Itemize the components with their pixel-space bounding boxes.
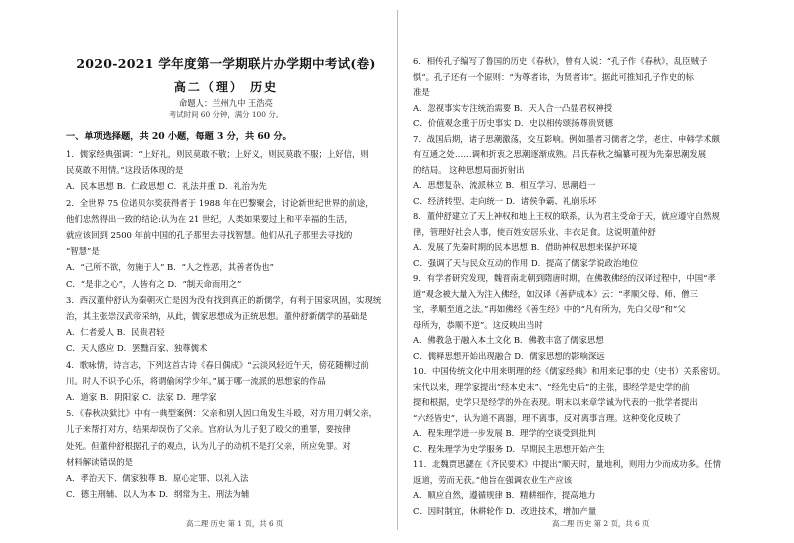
question-line: 8．董仲舒建立了天上神权和地上王权的联系，认为君主受命于天，就应遵守自然规	[413, 211, 720, 221]
question-line: A．程朱理学进一步发展 B．理学的空谈受到批判	[413, 428, 596, 438]
subject-title: 高二（理） 历史	[173, 80, 279, 94]
question-line: A．忽视事实专注统治需要 B．天人合一凸显君权神授	[413, 102, 613, 113]
question-line: 川。时人不识予心乐，将谓偷闲学少年。”属于哪一流派的思想家的作品	[66, 375, 326, 386]
question-line: C．天人感应 D．罢黜百家、独尊儒术	[66, 343, 208, 354]
question-line: 母所为，恭顺不逆”。这反映出当时	[413, 319, 543, 330]
question-line: A．道家 B．阴阳家 C．法家 D．理学家	[66, 392, 217, 402]
question-line: 2．全世界 75 位诺贝尔奖获得者于 1988 年在巴黎聚会，讨论新世纪世界的前途，	[66, 197, 374, 208]
question-line: A．顺应自然，遵循规律 B．精耕细作，提高地力	[413, 490, 596, 500]
question-line: A．孝治天下、儒家独尊 B．原心定罪、以礼入法	[66, 473, 249, 483]
footer-right: 高二理 历史 第 2 页，共 6 页	[552, 519, 650, 528]
exam-title: 2020-2021 学年度第一学期联片办学期中考试(卷)	[76, 56, 376, 71]
question-line: 宝，孝顺至道之法。”再如佛经《善生经》中的“凡有所为，先白父母”和“父	[413, 304, 686, 314]
question-line: 10．中国传统文化中用来明理的经《儒家经典》和用来记事的史（史书）关系密切。	[413, 366, 726, 376]
question-line: “智慧”是	[66, 246, 100, 257]
section-heading: 一、单项选择题，共 20 小题，每题 3 分，共 60 分。	[66, 131, 292, 142]
question-line: 准是	[413, 87, 430, 97]
question-line: A．发展了先秦时期的民本思想 B．借助神权思想来保护环境	[413, 242, 638, 252]
question-line: 3．西汉董仲舒认为秦朝灭亡是因为没有找到真正的新儒学，有利于国家巩固，实现统	[66, 294, 382, 305]
page-divider	[397, 10, 398, 530]
question-line: A．“己所不欲，勿施于人” B．“人之性恶，其善者伪也”	[66, 262, 274, 273]
question-line: 处死。但董仲舒根据孔子的观点，认为儿子的动机不是打父亲，所应免罪。对	[66, 440, 351, 451]
author-line: 命题人：兰州九中 王浩亮	[179, 98, 273, 108]
question-line: 5．《春秋决狱比》中有一典型案例：父亲和别人因口角发生斗殴，对方用刀刺父亲，	[66, 408, 378, 419]
question-line: 就应该回到 2500 年前中国的孔子那里去寻找智慧。他们从孔子那里去寻找的	[66, 230, 353, 240]
question-line: 返道，劳而无获。”他旨在强调农业生产应该	[413, 474, 573, 485]
question-line: 4．歌咏情，诗言志，下列这首古诗《春日偶成》“云淡风轻近午天，傍花随柳过前	[66, 359, 369, 370]
question-line: A．仁者爱人 B．民贵君轻	[66, 327, 165, 338]
question-line: C．“是非之心”，人皆有之 D．“制天命而用之”	[66, 278, 242, 289]
question-line: C．程朱理学为史学服务 D．早期民主思想开始产生	[413, 443, 605, 454]
question-line: 11．北魏贾思勰在《齐民要术》中提出“顺天时，量地利，则用力少而成功多。任情	[413, 459, 722, 469]
question-line: A．思想复杂、流派林立 B．相互学习、思潮趋一	[413, 180, 596, 190]
question-line: 治，其主张崇汉武帝采纳，从此，儒家思想成为正统思想。董仲舒新儒学的基础是	[66, 311, 368, 321]
question-line: C．因时制宜，休耕轮作 D．改进技术，增加产量	[413, 505, 597, 516]
question-line: C．德主刑辅、以人为本 D．纲常为主、刑法为辅	[66, 489, 250, 500]
question-line: 有互通之处……调和折衷之思潮逐渐成熟。吕氏春秋之编纂可视为先秦思潮发展	[413, 149, 707, 159]
question-line: 道”观念被大量入为注入佛经，如汉译《善萨成本》云：“孝顺父母、师、僧三	[413, 288, 698, 299]
question-line: 6．相传孔子编写了鲁国的历史《春秋》，曾有人说：“孔子作《春秋》，乱臣贼子	[413, 56, 708, 66]
question-line: 提和根据，史学只是经学的外在表现。明末以来章学诚为代表的一批学者提出	[413, 397, 698, 407]
question-line: C．强调了天与民众互动的作用 D．提高了儒家学说政治地位	[413, 257, 639, 268]
question-line: A．民本思想 B．仁政思想 C．礼法并重 D．礼治为先	[66, 181, 267, 192]
question-line: C．价值观念重于历史事实 D．史以相传颂扬尊贵贤德	[413, 118, 614, 128]
question-line: 1．儒家经典强调：“上好礼，则民莫敢不敬；上好义，则民莫敢不服；上好信，则	[66, 149, 369, 159]
question-line: 他们忠然得出一致的结论:认为在 21 世纪，人类如果要过上和平幸福的生活，	[66, 213, 353, 224]
question-line: 宋代以来，理学家提出“经本史末”、“经先史后”的主张，即经学是史学的前	[413, 381, 690, 392]
question-line: 律，管理好社会人事，使百姓安居乐业、丰衣足食。这说明董仲舒	[413, 226, 656, 237]
question-line: 材料解读错误的是	[66, 456, 133, 467]
question-line: C．儒释思想开始出现融合 D．儒家思想的影响深远	[413, 350, 605, 361]
question-line: 儿子来帮打对方，结果却误伤了父亲。官府认为儿子犯了殴父的重罪，要按律	[66, 424, 351, 435]
question-line: 民莫敢不用情。”这段话体现的是	[66, 165, 184, 176]
question-line: 9．有学者研究发现，魏晋南北朝到隋唐时期，在佛教佛经的汉译过程中，中国“孝	[413, 273, 716, 283]
question-line: “六经皆史”，认为道不离器，理不离事，反对离事言理。这种变化反映了	[413, 412, 682, 423]
footer-left: 高二理 历史 第 1 页，共 6 页	[186, 519, 284, 528]
question-line: 惧”。孔子还有一个原则：“为尊者讳，为贤者讳”。据此可推知孔子作史的标	[413, 71, 694, 82]
question-line: 的结局。 这种思想局面折射出	[413, 164, 525, 175]
question-line: A．佛教急于融入本土文化 B．佛教丰富了儒家思想	[413, 335, 604, 345]
time-line: 考试时间 60 分钟，满分 100 分。	[168, 110, 284, 119]
question-line: 7．战国后期，诸子思潮激荡，交互影响。例如墨者习儒者之学，老庄、申韩学术颇	[413, 133, 720, 144]
question-line: C．经济转型、走向统一 D．诸侯争霸、礼崩乐坏	[413, 195, 597, 206]
